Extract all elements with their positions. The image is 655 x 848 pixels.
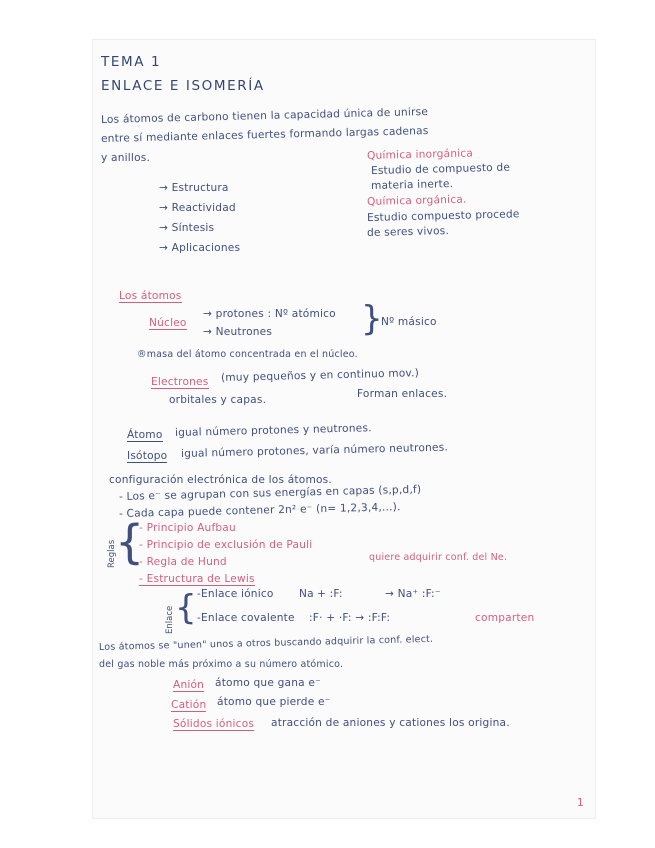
organic-line-1: Estudio compuesto procede — [366, 208, 520, 224]
bonds-brace: { — [175, 588, 197, 628]
organic-title: Química orgánica. — [366, 193, 467, 208]
atom-term: Átomo — [127, 429, 163, 441]
rule-hund: - Regla de Hund — [139, 556, 227, 568]
ionic-product: → Na⁺ :F:⁻ — [385, 588, 441, 600]
page-title-line2: ENLACE E ISOMERÍA — [101, 78, 265, 94]
electrons-label: Electrones — [151, 376, 209, 388]
ionic-solids-term: Sólidos iónicos — [173, 718, 255, 730]
config-line-2: - Cada capa puede contener 2n² e⁻ (n= 1,2,3,4,...). — [118, 501, 401, 520]
anion-definition: átomo que gana e⁻ — [215, 677, 321, 689]
mass-number-label: Nº másico — [381, 316, 437, 328]
intro-line-3: y anillos. — [101, 152, 151, 164]
enlace-side-label: Enlace — [165, 605, 175, 634]
cation-term: Catión — [171, 699, 207, 711]
isotope-definition: igual número protones, varía número neutrones. — [180, 441, 449, 460]
atoms-heading: Los átomos — [119, 290, 182, 302]
page-title-line1: TEMA 1 — [101, 54, 162, 70]
anion-term: Anión — [173, 679, 205, 691]
intro-line-1: Los átomos de carbono tienen la capacidad única de unirse — [100, 106, 429, 126]
organic-line-2: de seres vivos. — [366, 224, 450, 239]
neutrons-line: → Neutrones — [203, 326, 273, 338]
inorganic-line-2: materia inerte. — [370, 177, 454, 192]
electrons-desc: (muy pequeños y en continuo mov.) — [220, 367, 420, 384]
topic-aplicaciones: → Aplicaciones — [159, 242, 241, 254]
orbitals-line: orbitales y capas. — [169, 394, 267, 406]
cation-definition: átomo que pierde e⁻ — [217, 696, 331, 708]
ionic-na: Na — [299, 588, 314, 600]
mass-note: ®masa del átomo concentrada en el núcleo. — [137, 349, 358, 360]
topic-reactividad: → Reactividad — [159, 202, 236, 214]
protons-line: → protones : Nº atómico — [203, 308, 336, 320]
ionic-solids-definition: atracción de aniones y cationes los origina. — [271, 717, 510, 729]
topic-sintesis: → Síntesis — [159, 222, 215, 234]
rule-lewis: - Estructura de Lewis — [139, 573, 255, 585]
atom-definition: igual número protones y neutrones. — [174, 422, 372, 439]
rule-aufbau: - Principio Aufbau — [139, 522, 236, 534]
page-number: 1 — [577, 797, 584, 809]
config-line-1: - Los e⁻ se agrupan con sus energías en capas (s,p,d,f) — [118, 483, 422, 503]
covalent-formula: :F· + ·F: → :F:F: — [309, 612, 391, 624]
notebook-page — [93, 40, 595, 818]
rule-pauli: - Principio de exclusión de Pauli — [139, 539, 313, 551]
intro-line-2: entre sí mediante enlaces fuertes formando largas cadenas — [100, 124, 429, 145]
rules-side-label: Reglas — [107, 539, 117, 568]
closing-line-2: del gas noble más próximo a su número atómico. — [99, 659, 344, 670]
isotope-term: Isótopo — [127, 450, 168, 462]
share-label: comparten — [475, 612, 535, 624]
nucleus-brace: } — [361, 299, 383, 339]
config-title: configuración electrónica de los átomos. — [109, 474, 332, 486]
acquire-ne-note: quiere adquirir conf. del Ne. — [369, 552, 508, 563]
covalent-bond-label: -Enlace covalente — [197, 612, 295, 624]
nucleus-label: Núcleo — [149, 317, 187, 329]
forms-bonds: Forman enlaces. — [357, 388, 448, 400]
closing-line-1: Los átomos se "unen" unos a otros buscando adquirir la conf. elect. — [98, 633, 434, 653]
inorganic-title: Química inorgánica — [366, 147, 474, 162]
inorganic-line-1: Estudio de compuesto de — [370, 161, 511, 177]
rules-brace: { — [115, 515, 145, 569]
ionic-f: + :F: — [317, 588, 343, 600]
topic-estructura: → Estructura — [159, 182, 229, 194]
ionic-bond-label: -Enlace iónico — [197, 588, 274, 600]
